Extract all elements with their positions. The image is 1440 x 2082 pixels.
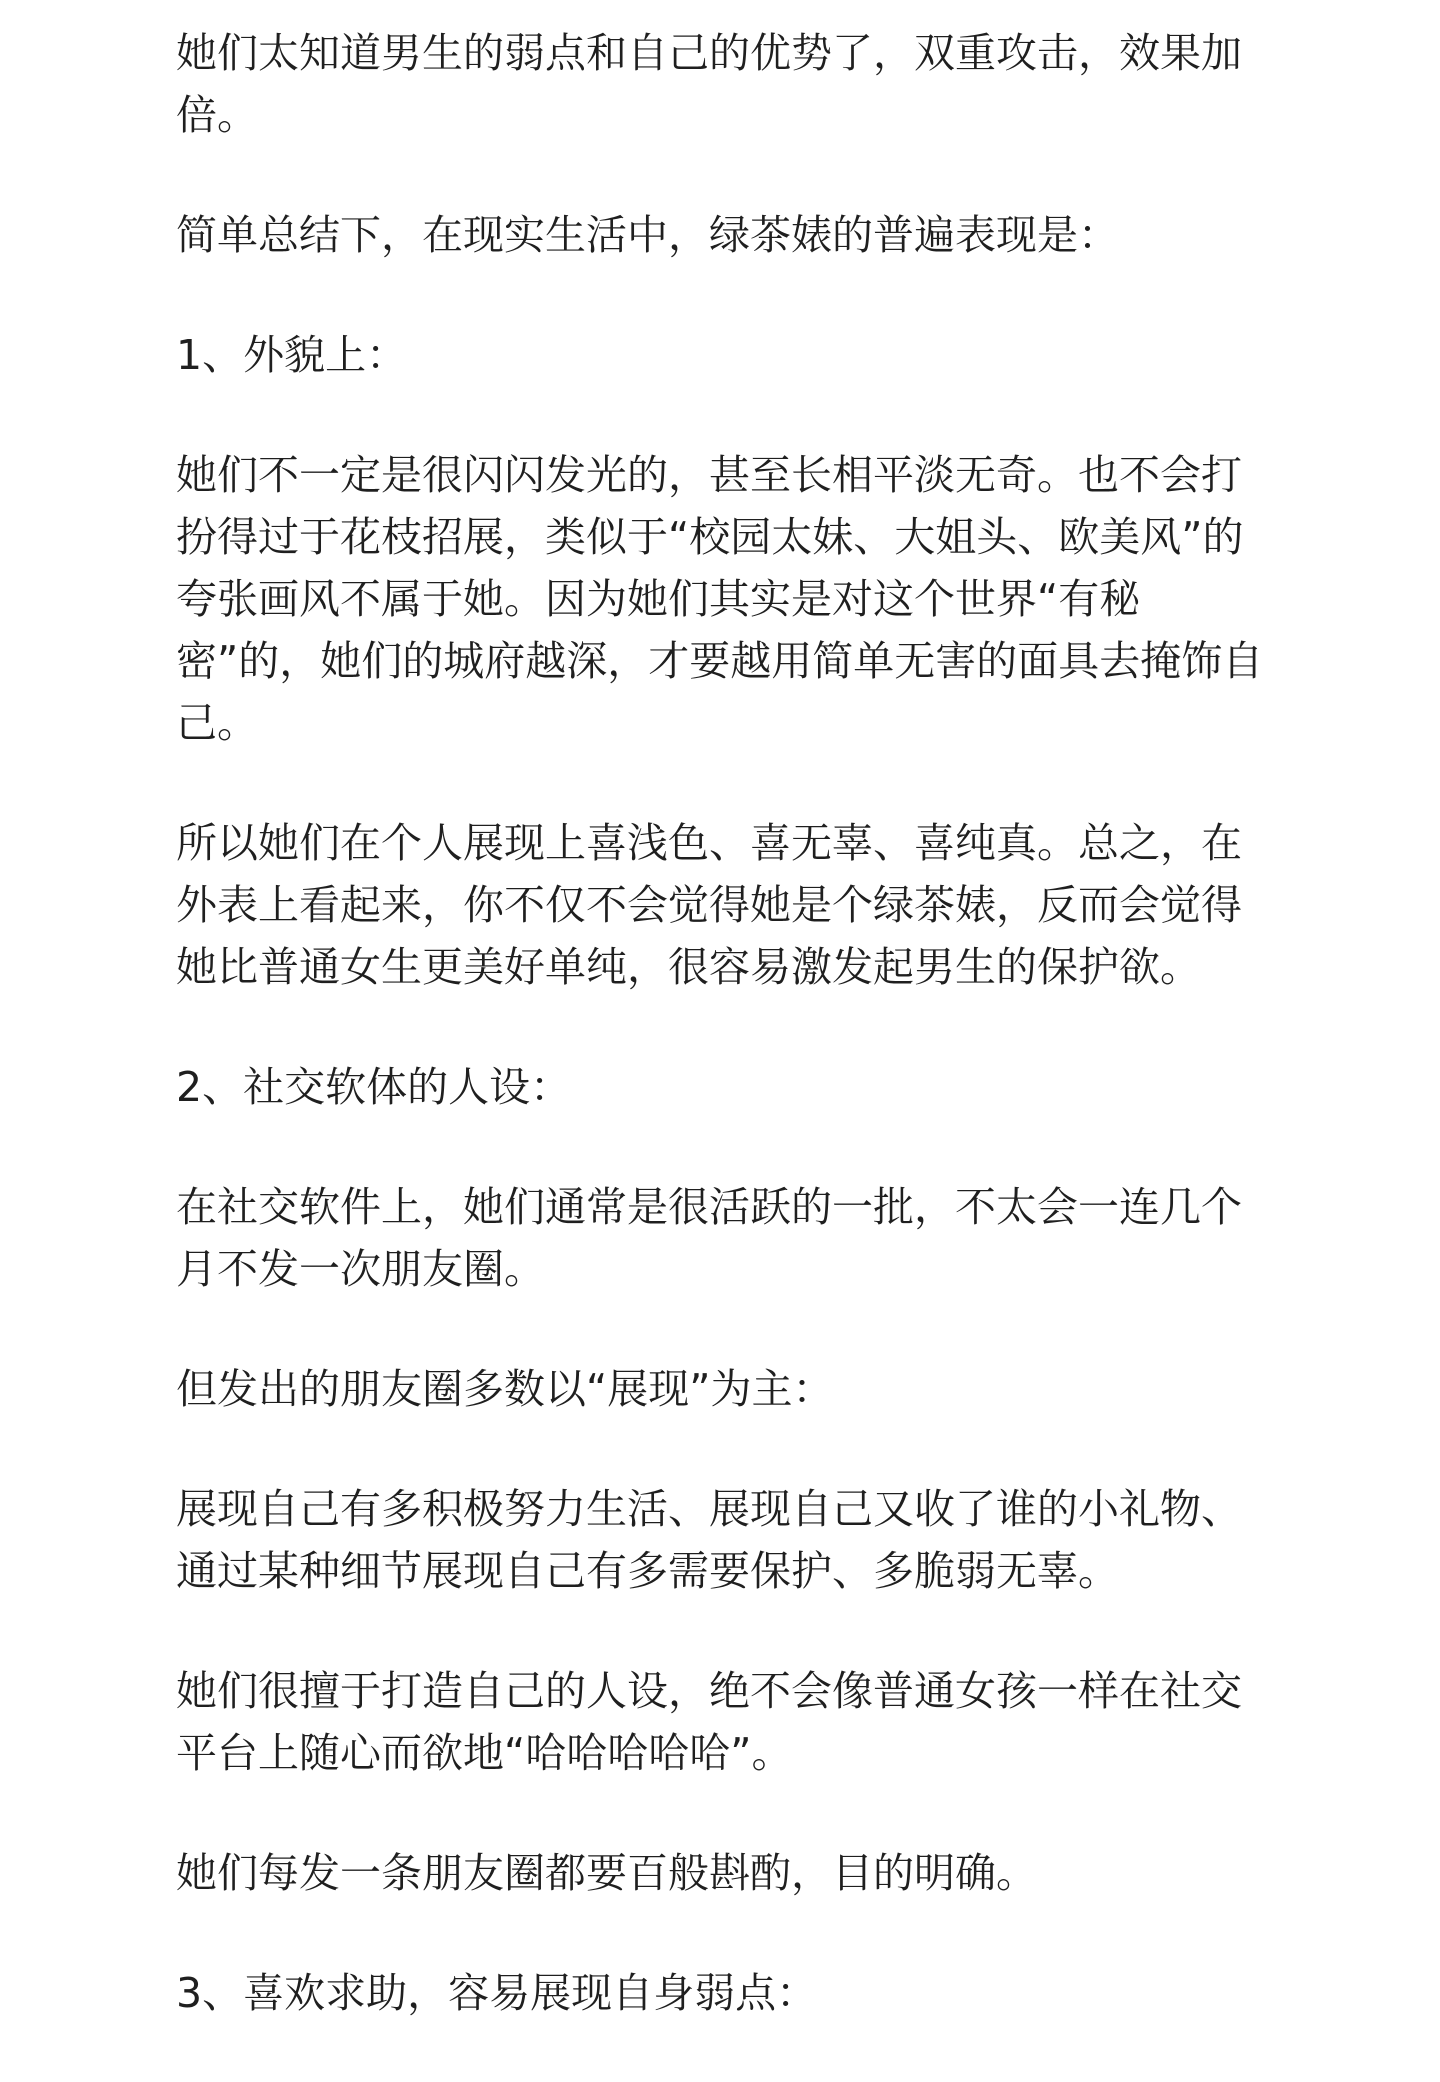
paragraph-deliberate-posts: 她们每发一条朋友圈都要百般斟酌，目的明确。 bbox=[176, 1849, 1037, 1897]
heading-seeking-help: 3、喜欢求助，容易展现自身弱点： bbox=[176, 1969, 818, 2017]
heading-appearance: 1、外貌上： bbox=[176, 331, 408, 379]
paragraph-social-activity: 在社交软件上，她们通常是很活跃的一批，不太会一连几个月不发一次朋友圈。 bbox=[176, 1183, 1242, 1293]
paragraph-summary: 简单总结下，在现实生活中，绿茶婊的普遍表现是： bbox=[176, 211, 1119, 259]
paragraph-social-examples: 展现自己有多积极努力生活、展现自己又收了谁的小礼物、通过某种细节展现自己有多需要保护、多脆弱无辜。 bbox=[176, 1485, 1242, 1595]
paragraph-appearance: 她们不一定是很闪闪发光的，甚至长相平淡无奇。也不会打扮得过于花枝招展，类似于“校园太妹、大姐头、欧美风”的夸张画风不属于她。因为她们其实是对这个世界“有秘密”的，她们的城府越深，才要越用简单无害的面具去掩饰自己。 bbox=[176, 451, 1264, 747]
paragraph-social-display: 但发出的朋友圈多数以“展现”为主： bbox=[176, 1365, 834, 1413]
document-body bbox=[176, 22, 1276, 2082]
paragraph-appearance-style: 所以她们在个人展现上喜浅色、喜无辜、喜纯真。总之，在外表上看起来，你不仅不会觉得她是个绿茶婊，反而会觉得她比普通女生更美好单纯，很容易激发起男生的保护欲。 bbox=[176, 819, 1242, 991]
paragraph-persona-building: 她们很擅于打造自己的人设，绝不会像普通女孩一样在社交平台上随心而欲地“哈哈哈哈哈”。 bbox=[176, 1667, 1242, 1777]
paragraph-intro: 她们太知道男生的弱点和自己的优势了，双重攻击，效果加倍。 bbox=[176, 29, 1242, 139]
heading-social-persona: 2、社交软体的人设： bbox=[176, 1063, 572, 1111]
